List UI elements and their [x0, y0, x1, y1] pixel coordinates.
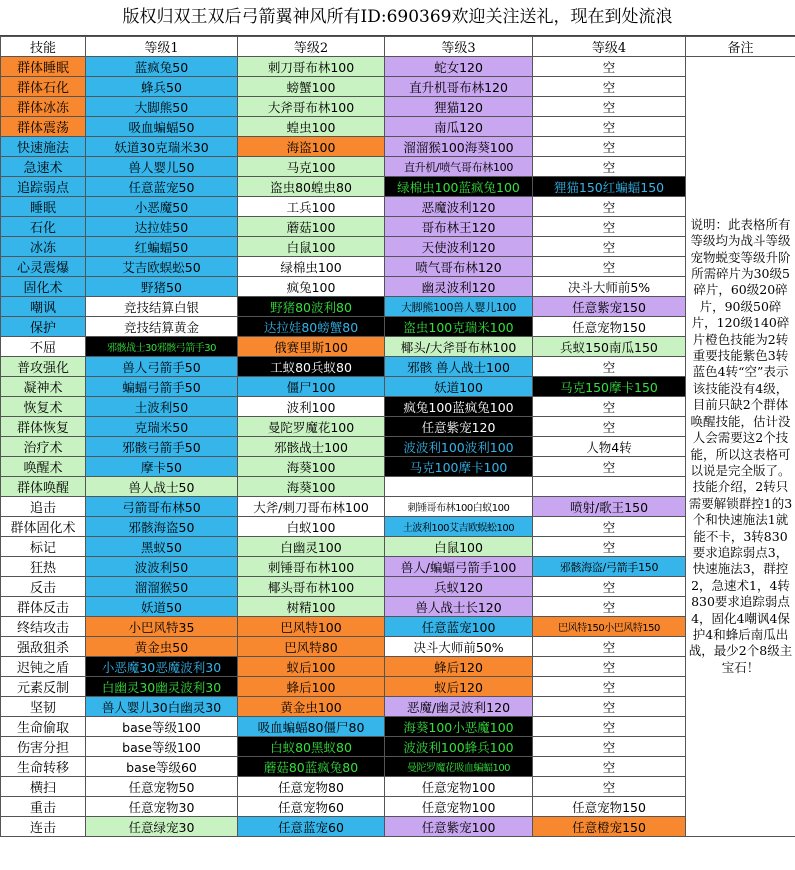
table-row	[1, 117, 795, 137]
level-3-cell: 直升机/喷气哥布林100	[385, 157, 533, 177]
header-level-2: 等级2	[238, 37, 385, 57]
skill-name: 恢复术	[1, 397, 86, 417]
level-3-cell: 蚁后120	[385, 677, 533, 697]
level-2-cell: 野猪80波利80	[238, 297, 385, 317]
table-row	[1, 317, 795, 337]
level-2-cell: 螃蟹100	[238, 77, 385, 97]
skill-name: 群体反击	[1, 597, 86, 617]
table-row	[1, 197, 795, 217]
level-2-cell: 蝗虫100	[238, 117, 385, 137]
level-1-cell: 蝙蝠弓箭手50	[86, 377, 238, 397]
skill-name: 快速施法	[1, 137, 86, 157]
level-2-cell: 椰头哥布林100	[238, 577, 385, 597]
level-2-cell: 蚁后100	[238, 657, 385, 677]
level-2-cell: 海盗100	[238, 137, 385, 157]
level-3-cell: 直升机哥布林120	[385, 77, 533, 97]
level-2-cell: 波利100	[238, 397, 385, 417]
table-row	[1, 577, 795, 597]
level-2-cell: 绿棉虫100	[238, 257, 385, 277]
skill-name: 石化	[1, 217, 86, 237]
level-4-cell	[533, 477, 686, 497]
table-row	[1, 377, 795, 397]
level-4-cell: 空	[533, 717, 686, 737]
level-2-cell: 刺锤哥布林100	[238, 557, 385, 577]
skill-name: 追击	[1, 497, 86, 517]
table-row	[1, 677, 795, 697]
level-1-cell: 蜂兵50	[86, 77, 238, 97]
level-3-cell: 波波利100波利100	[385, 437, 533, 457]
level-2-cell: 海葵100	[238, 477, 385, 497]
table-row	[1, 57, 795, 77]
skill-name: 横扫	[1, 777, 86, 797]
skill-name: 群体恢复	[1, 417, 86, 437]
level-2-cell: 曼陀罗魔花100	[238, 417, 385, 437]
skill-name: 迟钝之盾	[1, 657, 86, 677]
level-1-cell: base等级100	[86, 737, 238, 757]
header-level-3: 等级3	[385, 37, 533, 57]
level-2-cell: 邪骸战士100	[238, 437, 385, 457]
skill-name: 凝神术	[1, 377, 86, 397]
table-row	[1, 757, 795, 777]
table-row	[1, 177, 795, 197]
level-2-cell: 白蚁100	[238, 517, 385, 537]
note-cell: 说明：此表格所有等级均为战斗等级宠物蜕变等级升阶所需碎片为30级5碎片，60级20碎片，90级50碎片，120级140碎片橙色技能为2转重要技能紫色3转蓝色4转“空”表示该技能没有4级，目前只缺2个群体唤醒技能，估计没人会需要这2个技能，所以这表格可以说是完全版了。技能介绍，2转只需要解锁群控1的3个和快速施法1就能不卡，3转830要求追踪弱点3，快速施法3，群控2，急速术1，4转830要求追踪弱点4，固化4嘲讽4保护4和蜂后南瓜出战，最少2个8级主宝石！	[686, 57, 795, 837]
table-row	[1, 717, 795, 737]
level-4-cell: 空	[533, 57, 686, 77]
level-3-cell: 任意紫宠120	[385, 417, 533, 437]
table-row	[1, 257, 795, 277]
level-1-cell: 兽人弓箭手50	[86, 357, 238, 377]
level-4-cell: 空	[533, 217, 686, 237]
level-1-cell: 邪骸弓箭手50	[86, 437, 238, 457]
level-3-cell: 恶魔/幽灵波利120	[385, 697, 533, 717]
skill-name: 狂热	[1, 557, 86, 577]
level-4-cell: 空	[533, 757, 686, 777]
skill-name: 唤醒术	[1, 457, 86, 477]
level-4-cell: 任意宠物150	[533, 317, 686, 337]
level-3-cell: 邪骸 兽人战士100	[385, 357, 533, 377]
level-4-cell: 空	[533, 537, 686, 557]
table-row	[1, 337, 795, 357]
skill-name: 终结攻击	[1, 617, 86, 637]
level-3-cell: 白鼠100	[385, 537, 533, 557]
table-row	[1, 297, 795, 317]
level-2-cell: 白鼠100	[238, 237, 385, 257]
level-1-cell: 竞技结算白银	[86, 297, 238, 317]
table-row	[1, 397, 795, 417]
level-4-cell: 空	[533, 577, 686, 597]
skill-name: 群体睡眠	[1, 57, 86, 77]
level-2-cell: 任意蓝宠60	[238, 817, 385, 837]
level-1-cell: base等级60	[86, 757, 238, 777]
table-row	[1, 217, 795, 237]
level-2-cell: 黄金虫100	[238, 697, 385, 717]
level-4-cell: 巴风特150小巴风特150	[533, 617, 686, 637]
header-row	[1, 37, 795, 57]
level-3-cell: 兵蚁120	[385, 577, 533, 597]
level-4-cell: 任意橙宠150	[533, 817, 686, 837]
table-row	[1, 97, 795, 117]
level-1-cell: base等级100	[86, 717, 238, 737]
skill-name: 群体固化术	[1, 517, 86, 537]
level-3-cell: 任意蓝宠100	[385, 617, 533, 637]
level-1-cell: 蓝疯兔50	[86, 57, 238, 77]
skill-name: 群体石化	[1, 77, 86, 97]
level-1-cell: 妖道30克瑞米30	[86, 137, 238, 157]
level-4-cell: 空	[533, 697, 686, 717]
level-2-cell: 白幽灵100	[238, 537, 385, 557]
level-1-cell: 黑蚁50	[86, 537, 238, 557]
level-1-cell: 溜溜猴50	[86, 577, 238, 597]
level-3-cell: 土波利100艾吉欧蜈蚣100	[385, 517, 533, 537]
level-4-cell: 空	[533, 777, 686, 797]
level-2-cell: 俄赛里斯100	[238, 337, 385, 357]
level-3-cell: 大脚熊100兽人婴儿100	[385, 297, 533, 317]
level-4-cell: 空	[533, 137, 686, 157]
level-3-cell: 兽人战士长120	[385, 597, 533, 617]
level-2-cell: 达拉娃80螃蟹80	[238, 317, 385, 337]
table-row	[1, 437, 795, 457]
level-4-cell: 任意紫宠150	[533, 297, 686, 317]
table-row	[1, 557, 795, 577]
skill-name: 固化术	[1, 277, 86, 297]
level-4-cell: 空	[533, 197, 686, 217]
level-3-cell: 蜂后120	[385, 657, 533, 677]
level-1-cell: 土波利50	[86, 397, 238, 417]
skill-table	[0, 36, 795, 837]
level-1-cell: 邪骸战士30邪骸弓箭手30	[86, 337, 238, 357]
table-row	[1, 657, 795, 677]
level-3-cell: 马克100摩卡100	[385, 457, 533, 477]
level-3-cell: 兽人/蝙蝠弓箭手100	[385, 557, 533, 577]
level-4-cell: 喷射/歌王150	[533, 497, 686, 517]
level-1-cell: 野猪50	[86, 277, 238, 297]
skill-name: 重击	[1, 797, 86, 817]
level-4-cell: 空	[533, 737, 686, 757]
level-3-cell: 决斗大师前50%	[385, 637, 533, 657]
level-2-cell: 巴风特80	[238, 637, 385, 657]
table-row	[1, 157, 795, 177]
level-3-cell: 狸猫120	[385, 97, 533, 117]
level-2-cell: 僵尸100	[238, 377, 385, 397]
table-row	[1, 137, 795, 157]
level-1-cell: 大脚熊50	[86, 97, 238, 117]
level-3-cell: 波波利100蜂兵100	[385, 737, 533, 757]
header-skill: 技能	[1, 37, 86, 57]
table-row	[1, 277, 795, 297]
level-3-cell: 曼陀罗魔花吸血蝙蝠100	[385, 757, 533, 777]
table-row	[1, 777, 795, 797]
level-1-cell: 任意绿宠30	[86, 817, 238, 837]
skill-name: 标记	[1, 537, 86, 557]
table-row	[1, 697, 795, 717]
level-3-cell: 蛇女120	[385, 57, 533, 77]
skill-name: 普攻强化	[1, 357, 86, 377]
level-2-cell: 白蚁80黑蚁80	[238, 737, 385, 757]
level-1-cell: 兽人战士50	[86, 477, 238, 497]
skill-name: 追踪弱点	[1, 177, 86, 197]
table-row	[1, 77, 795, 97]
page-title: 版权归双王双后弓箭翼神风所有ID:690369欢迎关注送礼，现在到处流浪	[0, 0, 795, 36]
level-1-cell: 小巴风特35	[86, 617, 238, 637]
level-1-cell: 克瑞米50	[86, 417, 238, 437]
level-3-cell: 任意宠物100	[385, 777, 533, 797]
skill-name: 心灵震爆	[1, 257, 86, 277]
table-row	[1, 537, 795, 557]
level-3-cell	[385, 477, 533, 497]
level-3-cell: 绿棉虫100蓝疯兔100	[385, 177, 533, 197]
level-1-cell: 弓箭哥布林50	[86, 497, 238, 517]
level-2-cell: 蘑菇100	[238, 217, 385, 237]
level-2-cell: 盗虫80蝗虫80	[238, 177, 385, 197]
level-3-cell: 南瓜120	[385, 117, 533, 137]
level-4-cell: 空	[533, 157, 686, 177]
level-4-cell: 空	[533, 457, 686, 477]
level-2-cell: 刺刀哥布林100	[238, 57, 385, 77]
table-row	[1, 497, 795, 517]
table-row	[1, 617, 795, 637]
level-3-cell: 刺锤哥布林100白蚁100	[385, 497, 533, 517]
level-1-cell: 红蝙蝠50	[86, 237, 238, 257]
level-4-cell: 空	[533, 417, 686, 437]
header-level-4: 等级4	[533, 37, 686, 57]
level-4-cell: 任意宠物150	[533, 797, 686, 817]
level-4-cell: 空	[533, 237, 686, 257]
level-3-cell: 溜溜猴100海葵100	[385, 137, 533, 157]
level-4-cell: 马克150摩卡150	[533, 377, 686, 397]
level-2-cell: 吸血蝙蝠80僵尸80	[238, 717, 385, 737]
level-2-cell: 工兵100	[238, 197, 385, 217]
level-2-cell: 巴风特100	[238, 617, 385, 637]
skill-name: 治疗术	[1, 437, 86, 457]
table-row	[1, 597, 795, 617]
level-4-cell: 邪骸海盗/弓箭手150	[533, 557, 686, 577]
level-2-cell: 蜂后100	[238, 677, 385, 697]
level-4-cell: 狸猫150红蝙蝠150	[533, 177, 686, 197]
level-2-cell: 海葵100	[238, 457, 385, 477]
level-3-cell: 天使波利120	[385, 237, 533, 257]
level-4-cell: 空	[533, 597, 686, 617]
level-4-cell: 决斗大师前5%	[533, 277, 686, 297]
level-1-cell: 任意宠物50	[86, 777, 238, 797]
level-3-cell: 恶魔波利120	[385, 197, 533, 217]
level-1-cell: 邪骸海盗50	[86, 517, 238, 537]
level-4-cell: 空	[533, 257, 686, 277]
level-3-cell: 任意宠物100	[385, 797, 533, 817]
skill-name: 群体唤醒	[1, 477, 86, 497]
level-1-cell: 小恶魔30恶魔波利30	[86, 657, 238, 677]
skill-name: 坚韧	[1, 697, 86, 717]
level-1-cell: 摩卡50	[86, 457, 238, 477]
level-4-cell: 人物4转	[533, 437, 686, 457]
skill-name: 急速术	[1, 157, 86, 177]
skill-name: 群体冰冻	[1, 97, 86, 117]
table-row	[1, 517, 795, 537]
level-4-cell: 空	[533, 657, 686, 677]
level-3-cell: 喷气哥布林120	[385, 257, 533, 277]
skill-name: 元素反制	[1, 677, 86, 697]
table-row	[1, 237, 795, 257]
level-1-cell: 波波利50	[86, 557, 238, 577]
level-1-cell: 兽人婴儿50	[86, 157, 238, 177]
skill-name: 连击	[1, 817, 86, 837]
level-2-cell: 大斧哥布林100	[238, 97, 385, 117]
table-row	[1, 637, 795, 657]
skill-name: 伤害分担	[1, 737, 86, 757]
table-row	[1, 457, 795, 477]
header-level-1: 等级1	[86, 37, 238, 57]
level-2-cell: 任意宠物80	[238, 777, 385, 797]
level-1-cell: 任意宠物30	[86, 797, 238, 817]
level-4-cell: 空	[533, 77, 686, 97]
level-1-cell: 竞技结算黄金	[86, 317, 238, 337]
level-4-cell: 空	[533, 397, 686, 417]
level-2-cell: 马克100	[238, 157, 385, 177]
level-1-cell: 兽人婴儿30白幽灵30	[86, 697, 238, 717]
table-row	[1, 737, 795, 757]
skill-name: 不屈	[1, 337, 86, 357]
table-row	[1, 797, 795, 817]
level-2-cell: 工蚁80兵蚁80	[238, 357, 385, 377]
level-4-cell: 空	[533, 677, 686, 697]
level-2-cell: 大斧/刺刀哥布林100	[238, 497, 385, 517]
skill-name: 冰冻	[1, 237, 86, 257]
level-4-cell: 空	[533, 97, 686, 117]
skill-name: 保护	[1, 317, 86, 337]
level-4-cell: 空	[533, 637, 686, 657]
level-3-cell: 盗虫100克瑞米100	[385, 317, 533, 337]
level-3-cell: 任意紫宠100	[385, 817, 533, 837]
level-4-cell: 空	[533, 117, 686, 137]
level-1-cell: 达拉娃50	[86, 217, 238, 237]
table-row	[1, 417, 795, 437]
skill-name: 群体震荡	[1, 117, 86, 137]
level-3-cell: 疯兔100蓝疯兔100	[385, 397, 533, 417]
level-3-cell: 椰头/大斧哥布林100	[385, 337, 533, 357]
level-4-cell: 兵蚁150南瓜150	[533, 337, 686, 357]
skill-name: 反击	[1, 577, 86, 597]
skill-name: 睡眠	[1, 197, 86, 217]
table-row	[1, 817, 795, 837]
level-3-cell: 妖道100	[385, 377, 533, 397]
level-1-cell: 妖道50	[86, 597, 238, 617]
header-note: 备注	[686, 37, 795, 57]
level-1-cell: 黄金虫50	[86, 637, 238, 657]
level-1-cell: 吸血蝙蝠50	[86, 117, 238, 137]
level-1-cell: 小恶魔50	[86, 197, 238, 217]
table-row	[1, 357, 795, 377]
level-3-cell: 哥布林王120	[385, 217, 533, 237]
level-4-cell: 空	[533, 517, 686, 537]
level-2-cell: 树精100	[238, 597, 385, 617]
skill-name: 强敌狙杀	[1, 637, 86, 657]
level-4-cell: 空	[533, 357, 686, 377]
level-2-cell: 疯兔100	[238, 277, 385, 297]
level-2-cell: 蘑菇80蓝疯兔80	[238, 757, 385, 777]
level-1-cell: 艾吉欧蜈蚣50	[86, 257, 238, 277]
level-3-cell: 幽灵波利120	[385, 277, 533, 297]
level-2-cell: 任意宠物60	[238, 797, 385, 817]
table-row	[1, 477, 795, 497]
level-1-cell: 白幽灵30幽灵波利30	[86, 677, 238, 697]
level-3-cell: 海葵100小恶魔100	[385, 717, 533, 737]
level-1-cell: 任意蓝宠50	[86, 177, 238, 197]
skill-name: 生命转移	[1, 757, 86, 777]
skill-name: 生命偷取	[1, 717, 86, 737]
skill-name: 嘲讽	[1, 297, 86, 317]
